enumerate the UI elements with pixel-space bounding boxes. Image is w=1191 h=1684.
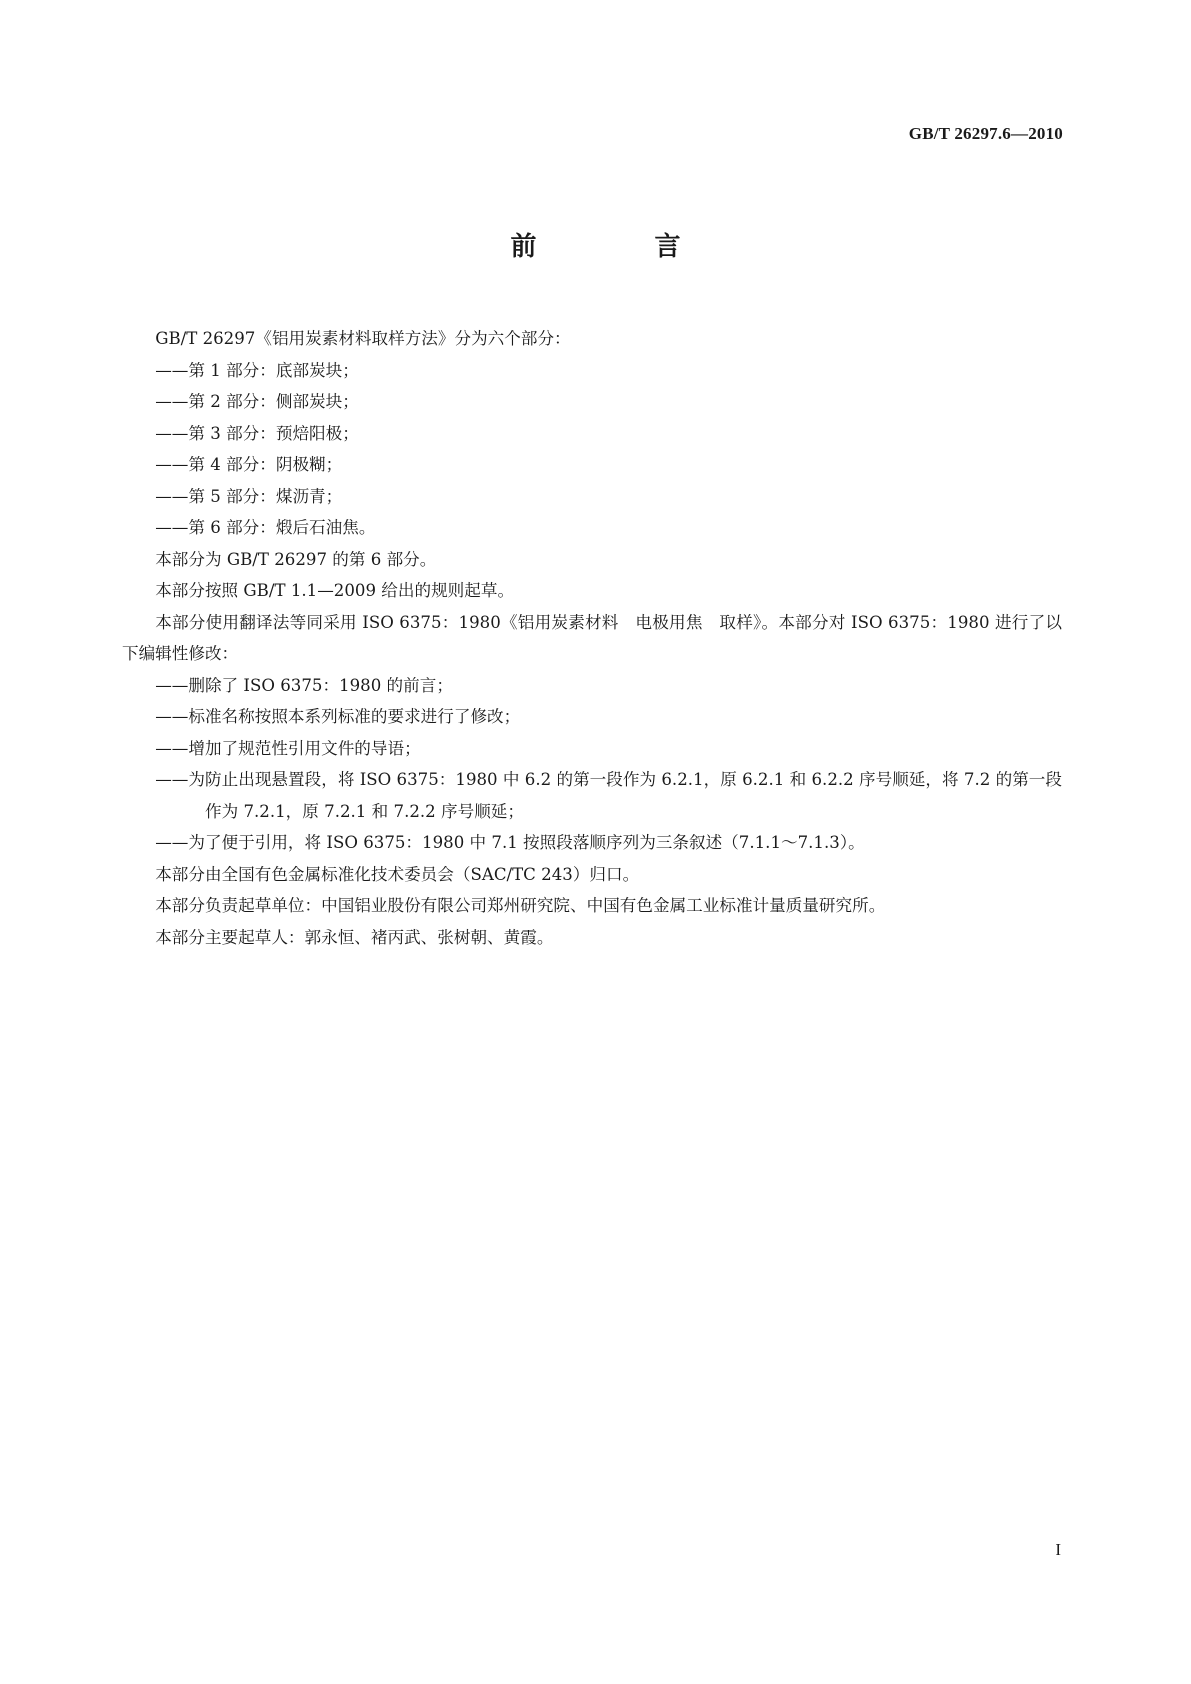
paragraph-drafters: 本部分主要起草人：郭永恒、褚丙武、张树朝、黄霞。 bbox=[155, 927, 554, 947]
list-item-change-1: ——删除了 ISO 6375：1980 的前言； bbox=[155, 675, 453, 695]
list-item-part-2: ——第 2 部分：侧部炭块； bbox=[155, 392, 359, 411]
list-item-change-4: ——为防止出现悬置段，将 ISO 6375：1980 中 6.2 的第一段作为 6.2.1，原 6.2.1 和 6.2.2 序号顺延，将 7.2 的第一段作为 7.2.1，原 7.2.1 和 7.2.2 序号顺延； bbox=[155, 770, 1062, 821]
list-item-part-6: ——第 6 部分：煅后石油焦。 bbox=[155, 518, 376, 537]
list-item-change-3: ——增加了规范性引用文件的导语； bbox=[155, 738, 421, 758]
paragraph-intro: GB/T 26297《铝用炭素材料取样方法》分为六个部分： bbox=[155, 329, 571, 348]
paragraph-adoption: 本部分使用翻译法等同采用 ISO 6375：1980《铝用炭素材料 电极用焦 取样》。本部分对 ISO 6375：1980 进行了以下编辑性修改： bbox=[122, 612, 1062, 663]
paragraph-committee: 本部分由全国有色金属标准化技术委员会（SAC/TC 243）归口。 bbox=[155, 864, 640, 884]
foreword-body bbox=[122, 323, 1062, 953]
page-number: I bbox=[1055, 1540, 1061, 1559]
list-item-part-4: ——第 4 部分：阴极糊； bbox=[155, 455, 343, 474]
paragraph-drafting-rules: 本部分按照 GB/T 1.1—2009 给出的规则起草。 bbox=[155, 581, 515, 600]
list-item-change-5: ——为了便于引用，将 ISO 6375：1980 中 7.1 按照段落顺序列为三条叙述（7.1.1～7.1.3）。 bbox=[155, 833, 865, 852]
list-item-change-2: ——标准名称按照本系列标准的要求进行了修改； bbox=[155, 707, 521, 726]
paragraph-part-statement: 本部分为 GB/T 26297 的第 6 部分。 bbox=[155, 549, 437, 569]
list-item-part-3: ——第 3 部分：预焙阳极； bbox=[155, 423, 359, 443]
list-item-part-1: ——第 1 部分：底部炭块； bbox=[155, 360, 359, 380]
page-title: 前 言 bbox=[510, 232, 727, 262]
standard-code: GB/T 26297.6—2010 bbox=[908, 124, 1063, 143]
paragraph-drafting-units: 本部分负责起草单位：中国铝业股份有限公司郑州研究院、中国有色金属工业标准计量质量研究所。 bbox=[155, 896, 886, 915]
list-item-part-5: ——第 5 部分：煤沥青； bbox=[155, 486, 343, 506]
